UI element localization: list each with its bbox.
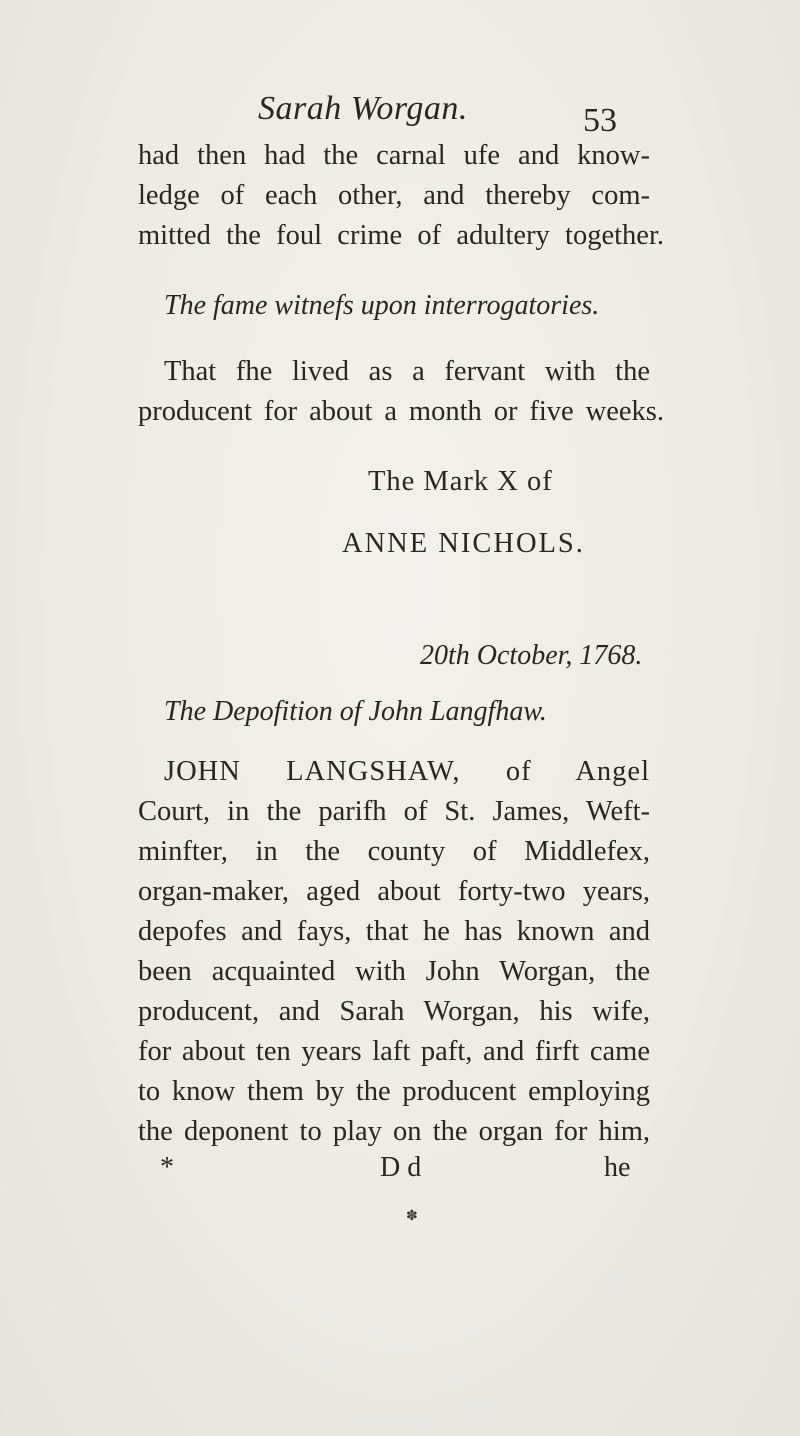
text-line: producent for about a month or five weeks. (138, 396, 664, 427)
signature-mark-line: The Mark X of (368, 466, 553, 497)
text-line: producent, and Sarah Worgan, his wife, (138, 996, 650, 1027)
footnote-star: * (160, 1152, 174, 1183)
text-line: had then had the carnal ufe and know- (138, 140, 650, 171)
section-heading: The fame witnefs upon interrogatories. (164, 290, 600, 321)
catchword: he (604, 1152, 631, 1183)
text-line: depofes and fays, that he has known and (138, 916, 650, 947)
page-number: 53 (583, 102, 617, 139)
section-heading: The Depofition of John Langfhaw. (164, 696, 547, 727)
date-line: 20th October, 1768. (420, 640, 643, 671)
footer-line (0, 1152, 800, 1192)
running-head: Sarah Worgan. (258, 90, 468, 127)
text-line: Court, in the parifh of St. James, Weft- (138, 796, 650, 827)
text-line: to know them by the producent employing (138, 1076, 650, 1107)
text-line: been acquainted with John Worgan, the (138, 956, 650, 987)
text-line: organ-maker, aged about forty-two years, (138, 876, 650, 907)
text-line: JOHN LANGSHAW, of Angel (164, 756, 650, 787)
ink-smudge: ✽ (406, 1208, 418, 1224)
text-line: That fhe lived as a fervant with the (164, 356, 650, 387)
signature-mark: D d (380, 1152, 422, 1183)
text-line: the deponent to play on the organ for him, (138, 1116, 650, 1147)
text-line: minfter, in the county of Middlefex, (138, 836, 650, 867)
text-line: ledge of each other, and thereby com- (138, 180, 650, 211)
signature-name: ANNE NICHOLS. (342, 528, 585, 559)
text-line: for about ten years laft paft, and firft came (138, 1036, 650, 1067)
text-line: mitted the foul crime of adultery together. (138, 220, 664, 251)
